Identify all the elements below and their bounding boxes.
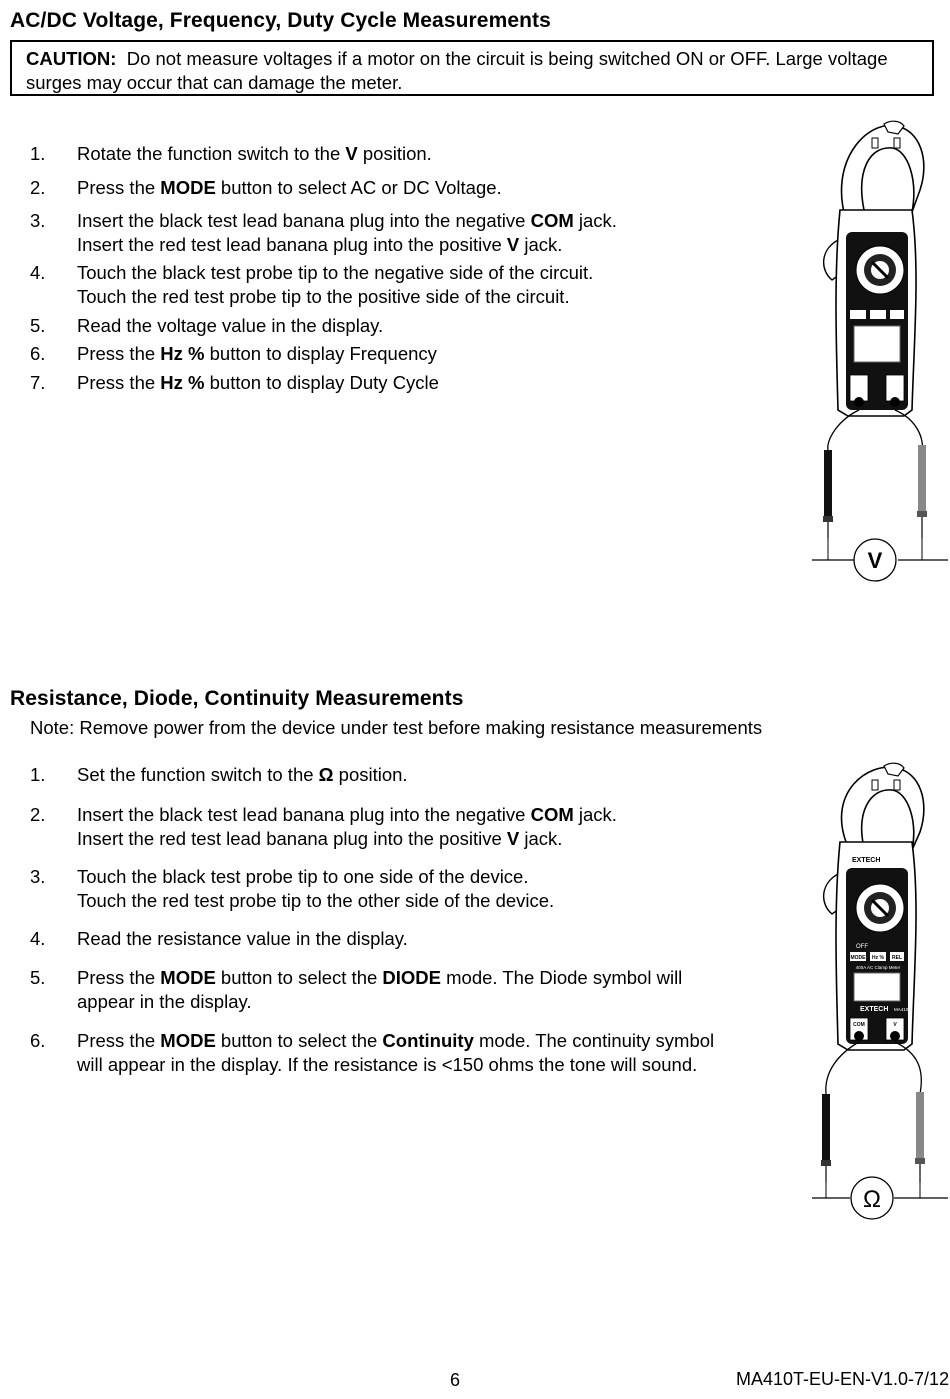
step-number: 1. (30, 764, 46, 785)
step-number: 5. (30, 967, 46, 988)
step-line (77, 1053, 797, 1077)
bold-term: Ω (318, 764, 334, 785)
caution-box (10, 40, 934, 96)
step-number: 6. (30, 1030, 46, 1051)
bold-term: Hz % (160, 343, 205, 364)
step-line (77, 990, 797, 1014)
text-run: Press the (77, 372, 161, 393)
step-text (77, 966, 797, 1013)
text-run: Read the voltage value in the display. (77, 315, 384, 336)
meter-com-jack-label: COM (853, 1022, 865, 1028)
bold-term: MODE (160, 1030, 216, 1051)
text-run: Press the (77, 343, 161, 364)
text-run: position. (357, 143, 432, 164)
step-text (77, 209, 797, 256)
step-number: 3. (30, 866, 46, 887)
step-number: 5. (30, 315, 46, 336)
meter-brand-small: EXTECH (852, 857, 881, 864)
step-text (77, 176, 797, 200)
bold-term: Hz % (160, 372, 205, 393)
text-run: jack. (573, 804, 617, 825)
step-line (77, 209, 797, 233)
document-id: MA410T-EU-EN-V1.0-7/12 (736, 1369, 950, 1389)
text-run: jack. (573, 210, 617, 231)
text-run: Read the resistance value in the display. (77, 928, 408, 949)
meter-hz-button-label: Hz % (872, 955, 884, 961)
bold-term: MODE (160, 177, 216, 198)
text-run: jack. (519, 233, 563, 255)
meter-display-caption: 400A AC Clamp Meter (855, 965, 901, 970)
clamp-meter-voltage-illustration (808, 120, 950, 590)
text-run: Press the (77, 967, 161, 988)
text-run: Insert the red test lead banana plug into the positive (77, 233, 507, 255)
bold-term: DIODE (382, 967, 441, 988)
text-run: appear in the display. (77, 990, 252, 1012)
bold-term: V (345, 143, 358, 164)
text-run: Insert the red test lead banana plug into the positive (77, 827, 507, 849)
step-text (77, 865, 797, 912)
text-run: Insert the black test lead banana plug into the negative (77, 210, 531, 231)
text-run: Touch the black test probe tip to one side of the device. (77, 866, 529, 887)
step-number: 2. (30, 177, 46, 198)
step-line (77, 827, 797, 851)
meter-off-label: OFF (856, 944, 868, 950)
text-run: Insert the black test lead banana plug into the negative (77, 804, 531, 825)
section2-note: Note: Remove power from the device under test before making resistance measurements (30, 717, 763, 738)
section2-title: Resistance, Diode, Continuity Measurements (10, 687, 464, 710)
step-text (77, 803, 797, 850)
text-run: button to display Duty Cycle (204, 372, 439, 393)
text-run: Rotate the function switch to the (77, 143, 346, 164)
step-text (77, 927, 797, 951)
clamp-meter-body (824, 121, 924, 416)
meter-mode-button-label: MODE (850, 955, 866, 961)
bold-term: V (506, 827, 520, 849)
step-text (77, 261, 797, 308)
step-text (77, 342, 797, 366)
caution-label: CAUTION: (26, 48, 117, 69)
step-line (77, 803, 797, 827)
text-run: position. (333, 764, 408, 785)
black-test-probe (823, 450, 833, 538)
red-test-probe (915, 1092, 925, 1182)
text-run: Press the (77, 177, 161, 198)
step-number: 2. (30, 804, 46, 825)
meter-brand: EXTECH (860, 1006, 889, 1013)
step-number: 4. (30, 262, 46, 283)
text-run: jack. (519, 827, 563, 849)
step-text (77, 142, 797, 166)
step-number: 3. (30, 210, 46, 231)
clamp-meter-resistance-illustration (808, 762, 950, 1240)
step-line (77, 1029, 797, 1053)
text-run: button to select AC or DC Voltage. (215, 177, 502, 198)
text-run: Touch the black test probe tip to the negative side of the circuit. (77, 262, 594, 283)
text-run: Press the (77, 1030, 161, 1051)
text-run: button to select the (215, 967, 383, 988)
step-text (77, 371, 797, 395)
step-line (77, 865, 797, 889)
bold-term: MODE (160, 967, 216, 988)
caution-text: Do not measure voltages if a motor on the circuit is being switched ON or OFF. Large voltage surges may occur that can damage the meter. (26, 48, 888, 93)
step-line (77, 889, 797, 913)
step-line (77, 285, 797, 309)
ohmmeter-symbol-label: Ω (863, 1186, 881, 1213)
page-number: 6 (450, 1370, 461, 1390)
black-test-probe (821, 1094, 831, 1182)
text-run: will appear in the display. If the resistance is <150 ohms the tone will sound. (77, 1053, 698, 1075)
text-run: Touch the red test probe tip to the positive side of the circuit. (77, 285, 570, 307)
step-text (77, 314, 797, 338)
step-text (77, 1029, 797, 1076)
meter-v-jack-label: V (893, 1022, 897, 1028)
bold-term: COM (530, 804, 574, 825)
step-line (77, 261, 797, 285)
text-run: mode. The continuity symbol (473, 1030, 715, 1051)
text-run: Set the function switch to the (77, 764, 319, 785)
section1-title: AC/DC Voltage, Frequency, Duty Cycle Measurements (10, 9, 551, 32)
step-number: 7. (30, 372, 46, 393)
text-run: button to display Frequency (204, 343, 437, 364)
meter-model: MA410T (894, 1007, 912, 1012)
clamp-meter-body (824, 763, 924, 1050)
step-line (77, 233, 797, 257)
text-run: Touch the red test probe tip to the other side of the device. (77, 889, 555, 911)
text-run: mode. The Diode symbol will (441, 967, 683, 988)
red-test-probe (917, 445, 927, 538)
meter-rel-button-label: REL (892, 955, 902, 961)
step-number: 6. (30, 343, 46, 364)
step-number: 4. (30, 928, 46, 949)
voltmeter-symbol-label: V (867, 548, 883, 573)
step-number: 1. (30, 143, 46, 164)
text-run: button to select the (215, 1030, 383, 1051)
bold-term: COM (530, 210, 574, 231)
bold-term: Continuity (382, 1030, 474, 1051)
step-line (77, 966, 797, 990)
bold-term: V (506, 233, 520, 255)
step-text (77, 763, 797, 787)
